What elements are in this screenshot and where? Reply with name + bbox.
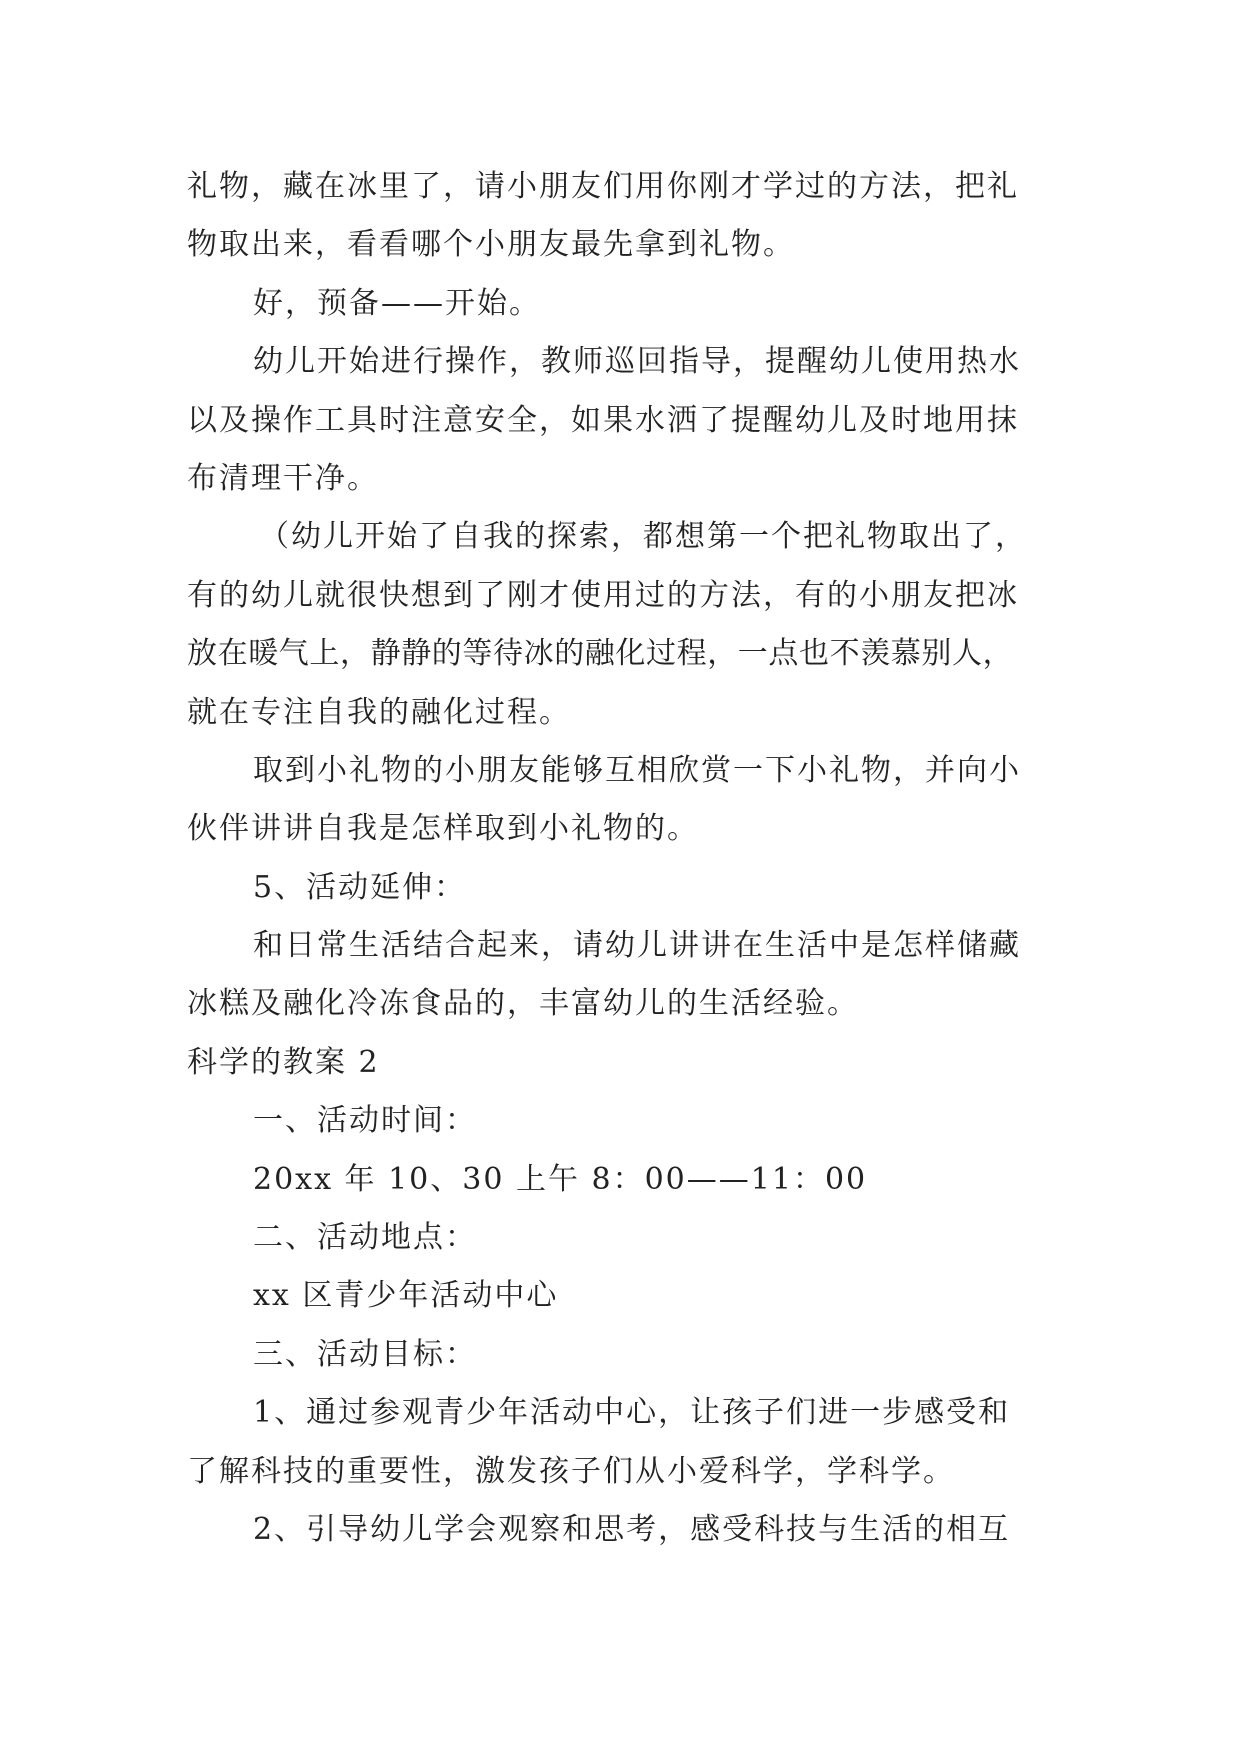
text-line-13: 5、活动延伸： [253,869,467,905]
text-line-6: 布清理干净。 [187,460,379,496]
text-line-9: 放在暖气上，静静的等待冰的融化过程，一点也不羡慕别人， [187,636,1014,672]
text-line-23: 了解科技的重要性，激发孩子们从小爱科学，学科学。 [187,1453,955,1489]
text-line-18: 20xx 年 10、30 上午 8：00——11：00 [253,1161,868,1197]
text-line-1: 礼物，藏在冰里了，请小朋友们用你刚才学过的方法，把礼 [187,169,1019,204]
text-line-14: 和日常生活结合起来，请幼儿讲讲在生活中是怎样储藏 [253,928,1021,964]
text-line-5: 以及操作工具时注意安全，如果水洒了提醒幼儿及时地用抹 [187,402,1019,438]
text-line-19: 二、活动地点： [253,1220,477,1256]
text-line-11: 取到小礼物的小朋友能够互相欣赏一下小礼物，并向小 [253,752,1021,788]
text-line-17: 一、活动时间： [253,1103,477,1139]
text-line-12: 伙伴讲讲自我是怎样取到小礼物的。 [187,811,699,847]
text-line-3: 好，预备——开始。 [253,285,541,321]
text-line-20: xx 区青少年活动中心 [253,1278,559,1314]
text-line-15: 冰糕及融化冷冻食品的，丰富幼儿的生活经验。 [187,986,859,1022]
text-line-2: 物取出来，看看哪个小朋友最先拿到礼物。 [187,227,795,263]
text-line-4: 幼儿开始进行操作，教师巡回指导，提醒幼儿使用热水 [253,344,1021,380]
text-line-22: 1、通过参观青少年活动中心，让孩子们进一步感受和 [253,1395,1011,1431]
text-line-24: 2、引导幼儿学会观察和思考，感受科技与生活的相互 [253,1511,1011,1547]
text-line-21: 三、活动目标： [253,1336,477,1372]
document-body [187,158,1067,1559]
text-line-7: （幼儿开始了自我的探索，都想第一个把礼物取出了， [259,519,1027,555]
text-line-10: 就在专注自我的融化过程。 [187,694,571,730]
text-line-8: 有的幼儿就很快想到了刚才使用过的方法，有的小朋友把冰 [187,577,1019,613]
section-heading: 科学的教案 2 [187,1044,380,1080]
